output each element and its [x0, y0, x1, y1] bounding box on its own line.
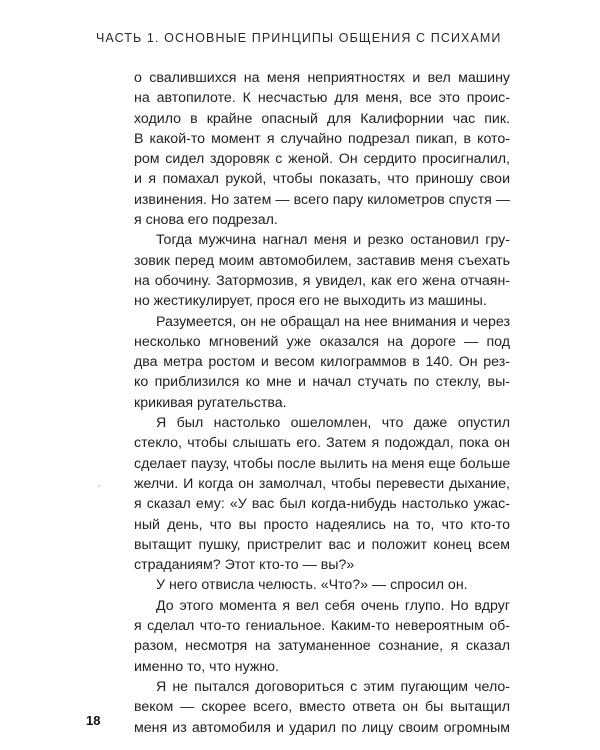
text-line: я снова его подрезал. — [134, 212, 278, 229]
text-line: крикивая ругательства. — [134, 394, 287, 411]
text-line: ром сидел здоровяк с женой. Он сердито просигналил, — [134, 151, 510, 168]
text-line: Разумеется, он не обращал на нее внимания и через — [156, 313, 510, 330]
text-line: Тогда мужчина нагнал меня и резко остановил гру- — [156, 232, 510, 249]
text-line: В какой-то момент я случайно подрезал пикап, в кото- — [134, 130, 510, 147]
text-line: я сказал ему: «У вас был когда-нибудь настолько ужас- — [134, 496, 510, 513]
text-line: два метра ростом и весом килограммов в 140. Он рез- — [134, 354, 510, 371]
text-line: о свалившихся на меня неприятностях и вел машину — [134, 70, 510, 86]
body-text — [134, 68, 510, 738]
margin-speck — [98, 485, 100, 487]
text-line: веком — скорее всего, вместо ответа он бы вытащил — [134, 699, 510, 716]
text-line: ко приблизился ко мне и начал стучать по стеклу, вы- — [134, 374, 510, 391]
text-line: ный день, что вы просто надеялись на то, что кто-то — [134, 516, 510, 533]
text-line: желчи. И когда он замолчал, чтобы перевести дыхание, — [134, 475, 510, 492]
text-line: именно то, что нужно. — [134, 658, 279, 675]
text-line: извинения. Но затем — всего пару километров спустя — — [134, 191, 510, 208]
running-head: ЧАСТЬ 1. ОСНОВНЫЕ ПРИНЦИПЫ ОБЩЕНИЯ С ПСИХАМИ — [96, 31, 502, 45]
text-line: зовик перед моим автомобилем, заставив меня съехать — [134, 252, 510, 269]
text-line: У него отвисла челюсть. «Что?» — спросил он. — [156, 577, 468, 594]
text-line: ходило в крайне опасный для Калифорнии час пик. — [134, 110, 510, 127]
text-line: несколько мгновений уже оказался на дороге — под — [134, 333, 510, 350]
text-line: вытащит пушку, пристрелит вас и положит конец всем — [134, 536, 510, 553]
text-line: сделает паузу, чтобы после вылить на меня еще больше — [134, 455, 511, 472]
text-line: но жестикулирует, прося его не выходить из машины. — [134, 293, 487, 310]
text-line: Я не пытался договориться с этим пугающим чело- — [156, 678, 510, 695]
text-line: я сделал что-то гениальное. Каким-то невероятным об- — [134, 618, 510, 635]
text-line: и я помахал рукой, чтобы показать, что приношу свои — [134, 171, 510, 188]
text-line: Я был настолько ошеломлен, что даже опустил — [156, 415, 510, 432]
text-line: стекло, чтобы слышать его. Затем я подождал, пока он — [134, 435, 510, 452]
page-number: 18 — [86, 713, 101, 728]
text-line: страданиям? Этот кто-то — вы?» — [134, 557, 355, 574]
text-line: на обочину. Затормозив, я увидел, как его жена отчаян- — [134, 272, 510, 289]
text-line: на автопилоте. К несчастью для меня, все это проис- — [134, 90, 510, 107]
text-line: меня из автомобиля и ударил по лицу своим огромным — [134, 719, 510, 736]
text-line: До этого момента я вел себя очень глупо. Но вдруг — [156, 597, 510, 614]
text-line: разом, несмотря на затуманенное сознание, я сказал — [134, 638, 510, 655]
